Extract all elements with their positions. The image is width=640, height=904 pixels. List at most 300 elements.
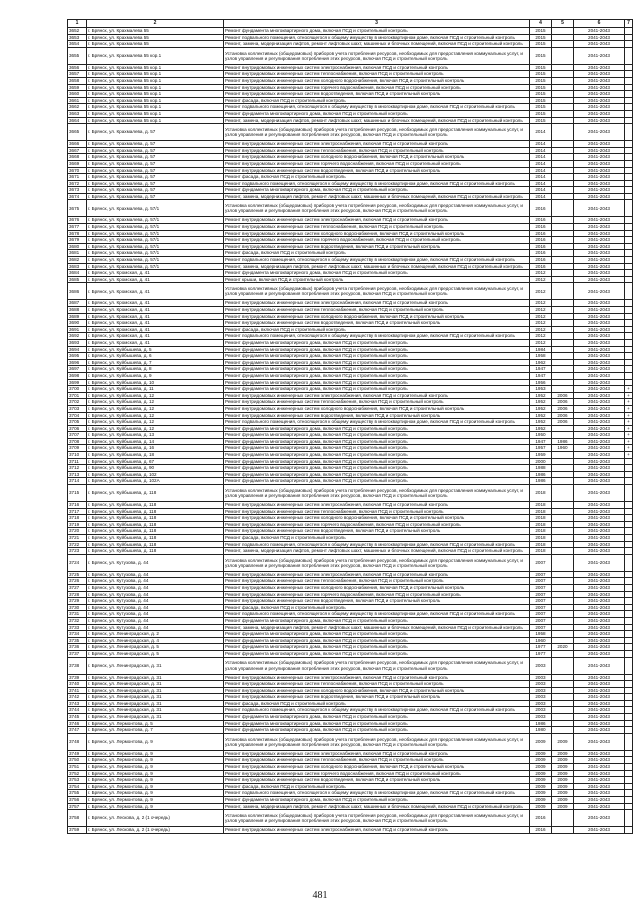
work-type-cell: Ремонт фундамента многоквартирного дома, включая ПСД и строительный контроль [224, 346, 530, 353]
address-cell: г. Брянск, ул. Крахмалева, д. 57 [87, 174, 224, 181]
work-type-cell: Ремонт фундамента многоквартирного дома, включая ПСД и строительный контроль [224, 359, 530, 366]
row-number-cell: 3752 [68, 770, 87, 777]
period-cell: 2041-2043 [574, 478, 625, 485]
work-type-cell: Ремонт внутридомовых инженерных систем электроснабжения, включая ПСД и строительный контроль [224, 217, 530, 224]
mark-cell [625, 160, 633, 167]
table-row [68, 681, 633, 688]
period-cell: 2041-2043 [574, 243, 625, 250]
period-cell: 2041-2043 [574, 412, 625, 419]
table-row [68, 405, 633, 412]
address-cell: г. Брянск, ул. Крахмалева 55 кор.1 [87, 117, 224, 124]
row-number-cell: 3659 [68, 84, 87, 91]
work-type-cell: Ремонт крыши, включая ПСД и строительный контроль [224, 276, 530, 283]
mark-cell [625, 681, 633, 688]
address-cell: г. Брянск, ул. Кромская, д. 41 [87, 326, 224, 333]
address-cell: г. Брянск, ул. Куйбышева, д. 102 [87, 471, 224, 478]
address-cell: г. Брянск, ул. Кромская, д. 41 [87, 339, 224, 346]
work-type-cell: Ремонт фундамента многоквартирного дома, включая ПСД и строительный контроль [224, 714, 530, 721]
work-type-cell: Ремонт, замена, модернизация лифтов, ремонт лифтовых шахт, машинных и блочных помещений, включая ПСД и строительный контроль [224, 548, 530, 555]
mark-cell [625, 217, 633, 224]
build-year-cell: 2015 [530, 47, 552, 64]
build-year-cell: 2003 [530, 700, 552, 707]
row-number-cell: 3749 [68, 750, 87, 757]
row-number-cell: 3677 [68, 224, 87, 231]
row-number-cell: 3723 [68, 548, 87, 555]
repair-year-cell: 2006 [552, 399, 574, 406]
repair-year-cell [552, 359, 574, 366]
repair-year-cell [552, 124, 574, 141]
row-number-cell: 3708 [68, 438, 87, 445]
work-type-cell: Установка коллективных (общедомовых) приборов учета потребления ресурсов, необходимых для предоставления коммунальных услуг, и узлов управления и регулирования потребления этих ресурсов, включая ПСД и строительный контроль [224, 657, 530, 674]
period-cell: 2041-2043 [574, 687, 625, 694]
table-row [68, 180, 633, 187]
repair-year-cell [552, 452, 574, 459]
address-cell: г. Брянск, ул. Куйбышева, д. 118 [87, 502, 224, 509]
row-number-cell: 3670 [68, 167, 87, 174]
address-cell: г. Брянск, ул. Ленинградская, д. 5 [87, 644, 224, 651]
header-cell: 3 [224, 20, 530, 28]
build-year-cell: 2012 [530, 339, 552, 346]
row-number-cell: 3667 [68, 147, 87, 154]
table-row [68, 160, 633, 167]
table-row [68, 458, 633, 465]
repair-year-cell [552, 47, 574, 64]
repair-year-cell [552, 313, 574, 320]
build-year-cell: 2007 [530, 591, 552, 598]
build-year-cell: 2016 [530, 224, 552, 231]
row-number-cell: 3693 [68, 339, 87, 346]
repair-year-cell [552, 548, 574, 555]
period-cell: 2041-2043 [574, 535, 625, 542]
period-cell: 2041-2043 [574, 167, 625, 174]
build-year-cell: 2018 [530, 515, 552, 522]
row-number-cell: 3707 [68, 432, 87, 439]
period-cell: 2041-2043 [574, 270, 625, 277]
address-cell: г. Брянск, ул. Ленинградская, д. 31 [87, 681, 224, 688]
work-type-cell: Установка коллективных (общедомовых) приборов учета потребления ресурсов, необходимых для предоставления коммунальных услуг, и узлов управления и регулирования потребления этих ресурсов, включая ПСД и строительный контроль [224, 124, 530, 141]
address-cell: г. Брянск, ул. Куйбышева, д. 12 [87, 392, 224, 399]
address-cell: г. Брянск, ул. Лермонтова, д. 7 [87, 727, 224, 734]
address-cell: г. Брянск, ул. Крахмалева, д. 57/1 [87, 217, 224, 224]
mark-cell [625, 535, 633, 542]
row-number-cell: 3750 [68, 757, 87, 764]
row-number-cell: 3668 [68, 154, 87, 161]
repair-year-cell [552, 637, 574, 644]
repair-year-cell [552, 307, 574, 314]
table-row [68, 502, 633, 509]
mark-cell [625, 827, 633, 834]
period-cell: 2041-2043 [574, 41, 625, 48]
row-number-cell: 3748 [68, 733, 87, 750]
address-cell: г. Брянск, ул. Куйбышева, д. 118 [87, 521, 224, 528]
table-row [68, 174, 633, 181]
repair-year-cell [552, 346, 574, 353]
mark-cell [625, 471, 633, 478]
mark-cell [625, 230, 633, 237]
work-type-cell: Ремонт фасада, включая ПСД и строительный контроль [224, 174, 530, 181]
address-cell: г. Брянск, ул. Крахмалева 55 [87, 34, 224, 41]
period-cell: 2041-2043 [574, 117, 625, 124]
mark-cell [625, 174, 633, 181]
work-type-cell: Ремонт внутридомовых инженерных систем водоотведения, включая ПСД и строительный контроль [224, 320, 530, 327]
address-cell: г. Брянск, ул. Кутузова, д. 44 [87, 624, 224, 631]
mark-cell [625, 47, 633, 64]
page-number: 481 [312, 890, 328, 901]
work-type-cell: Ремонт внутридомовых инженерных систем теплоснабжения, включая ПСД и строительный контроль [224, 399, 530, 406]
mark-cell [625, 554, 633, 571]
repair-year-cell [552, 379, 574, 386]
address-cell: г. Брянск, ул. Крахмалева 55 кор.1 [87, 71, 224, 78]
build-year-cell: 2009 [530, 757, 552, 764]
work-type-cell: Ремонт фундамента многоквартирного дома, включая ПСД и строительный контроль [224, 720, 530, 727]
mark-cell [625, 598, 633, 605]
repair-year-cell [552, 180, 574, 187]
table-row [68, 707, 633, 714]
address-cell: г. Брянск, ул. Кутузова, д. 44 [87, 591, 224, 598]
build-year-cell: 2003 [530, 694, 552, 701]
build-year-cell: 2000 [530, 458, 552, 465]
table-row [68, 419, 633, 426]
table-row [68, 720, 633, 727]
work-type-cell: Ремонт, замена, модернизация лифтов, ремонт лифтовых шахт, машинных и блочных помещений, включая ПСД и строительный контроль [224, 263, 530, 270]
row-number-cell: 3730 [68, 604, 87, 611]
repair-year-cell [552, 458, 574, 465]
address-cell: г. Брянск, ул. Куйбышева, д. 102А [87, 478, 224, 485]
work-type-cell: Ремонт, замена, модернизация лифтов, ремонт лифтовых шахт, машинных и блочных помещений, включая ПСД и строительный контроль [224, 193, 530, 200]
work-type-cell: Установка коллективных (общедомовых) приборов учета потребления ресурсов, необходимых для предоставления коммунальных услуг, и узлов управления и регулирования потребления этих ресурсов, включая ПСД и строительный контроль [224, 200, 530, 217]
repair-year-cell [552, 425, 574, 432]
build-year-cell: 1952 [530, 419, 552, 426]
work-type-cell: Ремонт внутридомовых инженерных систем теплоснабжения, включая ПСД и строительный контроль [224, 71, 530, 78]
table-row [68, 598, 633, 605]
period-cell: 2041-2043 [574, 237, 625, 244]
build-year-cell: 2014 [530, 141, 552, 148]
period-cell: 2041-2043 [574, 541, 625, 548]
mark-cell [625, 243, 633, 250]
build-year-cell: 2015 [530, 71, 552, 78]
table-row [68, 452, 633, 459]
address-cell: г. Брянск, ул. Кромская, д. 41 [87, 307, 224, 314]
table-row [68, 783, 633, 790]
table-row [68, 617, 633, 624]
work-type-cell: Ремонт фасада, включая ПСД и строительный контроль [224, 700, 530, 707]
work-type-cell: Ремонт фундамента многоквартирного дома, включая ПСД и строительный контроль [224, 438, 530, 445]
build-year-cell: 1947 [530, 372, 552, 379]
header-cell: 7 [625, 20, 633, 28]
row-number-cell: 3700 [68, 386, 87, 393]
period-cell: 2041-2043 [574, 425, 625, 432]
address-cell: г. Брянск, ул. Крахмалева, д. 57 [87, 180, 224, 187]
period-cell: 2041-2043 [574, 827, 625, 834]
address-cell: г. Брянск, ул. Крахмалева, д. 57 [87, 160, 224, 167]
row-number-cell: 3675 [68, 200, 87, 217]
row-number-cell: 3753 [68, 777, 87, 784]
header-cell: 2 [87, 20, 224, 28]
period-cell: 2041-2043 [574, 521, 625, 528]
address-cell: г. Брянск, ул. Куйбышева, д. 10 [87, 379, 224, 386]
work-type-cell: Ремонт внутридомовых инженерных систем электроснабжения, включая ПСД и строительный контроль [224, 750, 530, 757]
mark-cell [625, 154, 633, 161]
period-cell: 2041-2043 [574, 147, 625, 154]
build-year-cell: 2003 [530, 657, 552, 674]
address-cell: г. Брянск, ул. Лермонтова, д. 9 [87, 757, 224, 764]
period-cell: 2041-2043 [574, 714, 625, 721]
row-number-cell: 3680 [68, 243, 87, 250]
table-row [68, 485, 633, 502]
mark-cell [625, 167, 633, 174]
address-cell: г. Брянск, ул. Крахмалева, д. 57 [87, 141, 224, 148]
table-row [68, 117, 633, 124]
period-cell: 2041-2043 [574, 399, 625, 406]
mark-cell [625, 458, 633, 465]
repair-year-cell [552, 604, 574, 611]
table-row [68, 283, 633, 300]
table-row [68, 200, 633, 217]
work-type-cell: Ремонт внутридомовых инженерных систем электроснабжения, включая ПСД и строительный контроль [224, 392, 530, 399]
repair-year-cell [552, 508, 574, 515]
row-number-cell: 3686 [68, 283, 87, 300]
repair-year-cell [552, 502, 574, 509]
mark-cell [625, 803, 633, 810]
build-year-cell: 2016 [530, 200, 552, 217]
repair-year-cell: 2020 [552, 644, 574, 651]
table-row [68, 154, 633, 161]
table-header-row [68, 20, 633, 28]
mark-cell [625, 300, 633, 307]
repair-year-cell: 2006 [552, 392, 574, 399]
repair-year-cell [552, 250, 574, 257]
mark-cell [625, 502, 633, 509]
address-cell: г. Брянск, ул. Крахмалева, д. 57 [87, 154, 224, 161]
table-row [68, 432, 633, 439]
table-row [68, 392, 633, 399]
row-number-cell: 3703 [68, 405, 87, 412]
table-row [68, 521, 633, 528]
build-year-cell: 2009 [530, 783, 552, 790]
row-number-cell: 3679 [68, 237, 87, 244]
table-row [68, 764, 633, 771]
work-type-cell: Ремонт фундамента многоквартирного дома, включая ПСД и строительный контроль [224, 727, 530, 734]
address-cell: г. Брянск, ул. Куйбышева, д. 118 [87, 535, 224, 542]
build-year-cell: 1960 [530, 637, 552, 644]
work-type-cell: Ремонт внутридомовых инженерных систем горячего водоснабжения, включая ПСД и строительный контроль [224, 591, 530, 598]
period-cell: 2041-2043 [574, 47, 625, 64]
mark-cell [625, 604, 633, 611]
build-year-cell: 2015 [530, 77, 552, 84]
repair-year-cell [552, 471, 574, 478]
period-cell: 2041-2043 [574, 339, 625, 346]
period-cell: 2041-2043 [574, 160, 625, 167]
period-cell: 2041-2043 [574, 554, 625, 571]
work-type-cell: Ремонт, замена, модернизация лифтов, ремонт лифтовых шахт, машинных и блочных помещений, включая ПСД и строительный контроль [224, 803, 530, 810]
mark-cell [625, 147, 633, 154]
build-year-cell: 2014 [530, 193, 552, 200]
period-cell: 2041-2043 [574, 124, 625, 141]
mark-cell [625, 97, 633, 104]
work-type-cell: Ремонт внутридомовых инженерных систем горячего водоснабжения, включая ПСД и строительный контроль [224, 237, 530, 244]
table-row [68, 147, 633, 154]
period-cell: 2041-2043 [574, 591, 625, 598]
build-year-cell: 1956 [530, 379, 552, 386]
work-type-cell: Ремонт подвального помещения, относящегося к общему имуществу в многоквартирном доме, включая ПСД и строительный контроль [224, 790, 530, 797]
repair-year-cell [552, 571, 574, 578]
build-year-cell: 2015 [530, 84, 552, 91]
mark-cell [625, 71, 633, 78]
work-type-cell: Ремонт подвального помещения, относящегося к общему имуществу в многоквартирном доме, включая ПСД и строительный контроль [224, 180, 530, 187]
repair-year-cell: 2009 [552, 750, 574, 757]
row-number-cell: 3713 [68, 471, 87, 478]
period-cell: 2041-2043 [574, 598, 625, 605]
work-type-cell: Ремонт внутридомовых инженерных систем водоотведения, включая ПСД и строительный контроль [224, 412, 530, 419]
work-type-cell: Ремонт фундамента многоквартирного дома, включая ПСД и строительный контроль [224, 644, 530, 651]
row-number-cell: 3754 [68, 783, 87, 790]
row-number-cell: 3757 [68, 803, 87, 810]
address-cell: г. Брянск, ул. Крахмалева, д. 57/1 [87, 224, 224, 231]
row-number-cell: 3702 [68, 399, 87, 406]
work-type-cell: Ремонт внутридомовых инженерных систем теплоснабжения, включая ПСД и строительный контроль [224, 578, 530, 585]
build-year-cell: 2016 [530, 827, 552, 834]
mark-cell [625, 270, 633, 277]
mark-cell: + [625, 432, 633, 439]
row-number-cell: 3683 [68, 263, 87, 270]
mark-cell [625, 521, 633, 528]
repair-year-cell: 2006 [552, 405, 574, 412]
row-number-cell: 3746 [68, 720, 87, 727]
period-cell: 2041-2043 [574, 502, 625, 509]
build-year-cell: 1947 [530, 366, 552, 373]
mark-cell [625, 757, 633, 764]
mark-cell: + [625, 425, 633, 432]
build-year-cell: 2009 [530, 803, 552, 810]
mark-cell [625, 508, 633, 515]
repair-year-cell: 2009 [552, 777, 574, 784]
row-number-cell: 3664 [68, 117, 87, 124]
repair-year-cell [552, 674, 574, 681]
header-cell: 5 [552, 20, 574, 28]
row-number-cell: 3656 [68, 64, 87, 71]
address-cell: г. Брянск, ул. Крахмалева, д. 57/1 [87, 250, 224, 257]
mark-cell [625, 372, 633, 379]
work-type-cell: Ремонт, замена, модернизация лифтов, ремонт лифтовых шахт, машинных и блочных помещений, включая ПСД и строительный контроль [224, 41, 530, 48]
address-cell: г. Брянск, ул. Куйбышева, д. 18 [87, 452, 224, 459]
address-cell: г. Брянск, ул. Крахмалева, д. 57 [87, 124, 224, 141]
address-cell: г. Брянск, ул. Куйбышева, д. 6 [87, 353, 224, 360]
address-cell: г. Брянск, ул. Крахмалева, д. 57/1 [87, 230, 224, 237]
mark-cell [625, 313, 633, 320]
build-year-cell: 1952 [530, 412, 552, 419]
table-row [68, 777, 633, 784]
period-cell: 2041-2043 [574, 250, 625, 257]
table-row [68, 733, 633, 750]
build-year-cell: 2012 [530, 313, 552, 320]
repair-year-cell [552, 584, 574, 591]
repair-year-cell [552, 372, 574, 379]
mark-cell [625, 727, 633, 734]
header-cell: 6 [574, 20, 625, 28]
address-cell: г. Брянск, ул. Ленинградская, д. 31 [87, 687, 224, 694]
period-cell: 2041-2043 [574, 445, 625, 452]
work-type-cell: Ремонт внутридомовых инженерных систем электроснабжения, включая ПСД и строительный контроль [224, 674, 530, 681]
period-cell: 2041-2043 [574, 276, 625, 283]
repair-year-cell [552, 386, 574, 393]
work-type-cell: Ремонт внутридомовых инженерных систем теплоснабжения, включая ПСД и строительный контроль [224, 307, 530, 314]
table-row [68, 300, 633, 307]
mark-cell [625, 333, 633, 340]
repair-year-cell: 2009 [552, 757, 574, 764]
work-type-cell: Ремонт подвального помещения, относящегося к общему имуществу в многоквартирном доме, включая ПСД и строительный контроль [224, 707, 530, 714]
address-cell: г. Брянск, ул. Куйбышева, д. 67 [87, 458, 224, 465]
address-cell: г. Брянск, ул. Куйбышева, д. 13 [87, 432, 224, 439]
address-cell: г. Брянск, ул. Лермонтова, д. 9 [87, 770, 224, 777]
row-number-cell: 3658 [68, 77, 87, 84]
period-cell: 2041-2043 [574, 84, 625, 91]
period-cell: 2041-2043 [574, 300, 625, 307]
row-number-cell: 3738 [68, 657, 87, 674]
repair-year-cell [552, 104, 574, 111]
row-number-cell: 3685 [68, 276, 87, 283]
period-cell: 2041-2043 [574, 372, 625, 379]
mark-cell [625, 224, 633, 231]
address-cell: г. Брянск, ул. Кутузова, д. 44 [87, 554, 224, 571]
work-type-cell: Ремонт подвального помещения, относящегося к общему имуществу в многоквартирном доме, включая ПСД и строительный контроль [224, 34, 530, 41]
repair-year-cell [552, 366, 574, 373]
row-number-cell: 3652 [68, 28, 87, 35]
address-cell: г. Брянск, ул. Кутузова, д. 44 [87, 617, 224, 624]
repair-year-cell [552, 714, 574, 721]
mark-cell [625, 707, 633, 714]
row-number-cell: 3672 [68, 180, 87, 187]
mark-cell [625, 515, 633, 522]
table-row [68, 528, 633, 535]
table-row [68, 674, 633, 681]
build-year-cell: 2015 [530, 34, 552, 41]
work-type-cell: Ремонт фундамента многоквартирного дома, включая ПСД и строительный контроль [224, 386, 530, 393]
mark-cell [625, 637, 633, 644]
row-number-cell: 3661 [68, 97, 87, 104]
row-number-cell: 3688 [68, 307, 87, 314]
table-row [68, 34, 633, 41]
address-cell: г. Брянск, ул. Кутузова, д. 44 [87, 598, 224, 605]
table-row [68, 320, 633, 327]
period-cell: 2041-2043 [574, 810, 625, 827]
mark-cell [625, 485, 633, 502]
address-cell: г. Брянск, ул. Ленинградская, д. 31 [87, 707, 224, 714]
work-type-cell: Ремонт внутридомовых инженерных систем водоотведения, включая ПСД и строительный контроль [224, 167, 530, 174]
repair-year-cell [552, 117, 574, 124]
address-cell: г. Брянск, ул. Крахмалева 55 кор.1 [87, 110, 224, 117]
table-row [68, 535, 633, 542]
row-number-cell: 3734 [68, 631, 87, 638]
address-cell: г. Брянск, ул. Ленинградская, д. 31 [87, 657, 224, 674]
build-year-cell: 2012 [530, 320, 552, 327]
table-row [68, 353, 633, 360]
mark-cell [625, 117, 633, 124]
period-cell: 2041-2043 [574, 548, 625, 555]
work-type-cell: Ремонт внутридомовых инженерных систем электроснабжения, включая ПСД и строительный контроль [224, 64, 530, 71]
mark-cell [625, 283, 633, 300]
repair-year-cell [552, 263, 574, 270]
repair-year-cell: 2009 [552, 803, 574, 810]
work-type-cell: Ремонт внутридомовых инженерных систем водоотведения, включая ПСД и строительный контроль [224, 91, 530, 98]
work-type-cell: Ремонт фундамента многоквартирного дома, включая ПСД и строительный контроль [224, 465, 530, 472]
mark-cell [625, 770, 633, 777]
repair-year-cell [552, 187, 574, 194]
work-type-cell: Ремонт фундамента многоквартирного дома, включая ПСД и строительный контроль [224, 637, 530, 644]
build-year-cell: 2007 [530, 604, 552, 611]
period-cell: 2041-2043 [574, 611, 625, 618]
table-row [68, 611, 633, 618]
repair-year-cell [552, 283, 574, 300]
